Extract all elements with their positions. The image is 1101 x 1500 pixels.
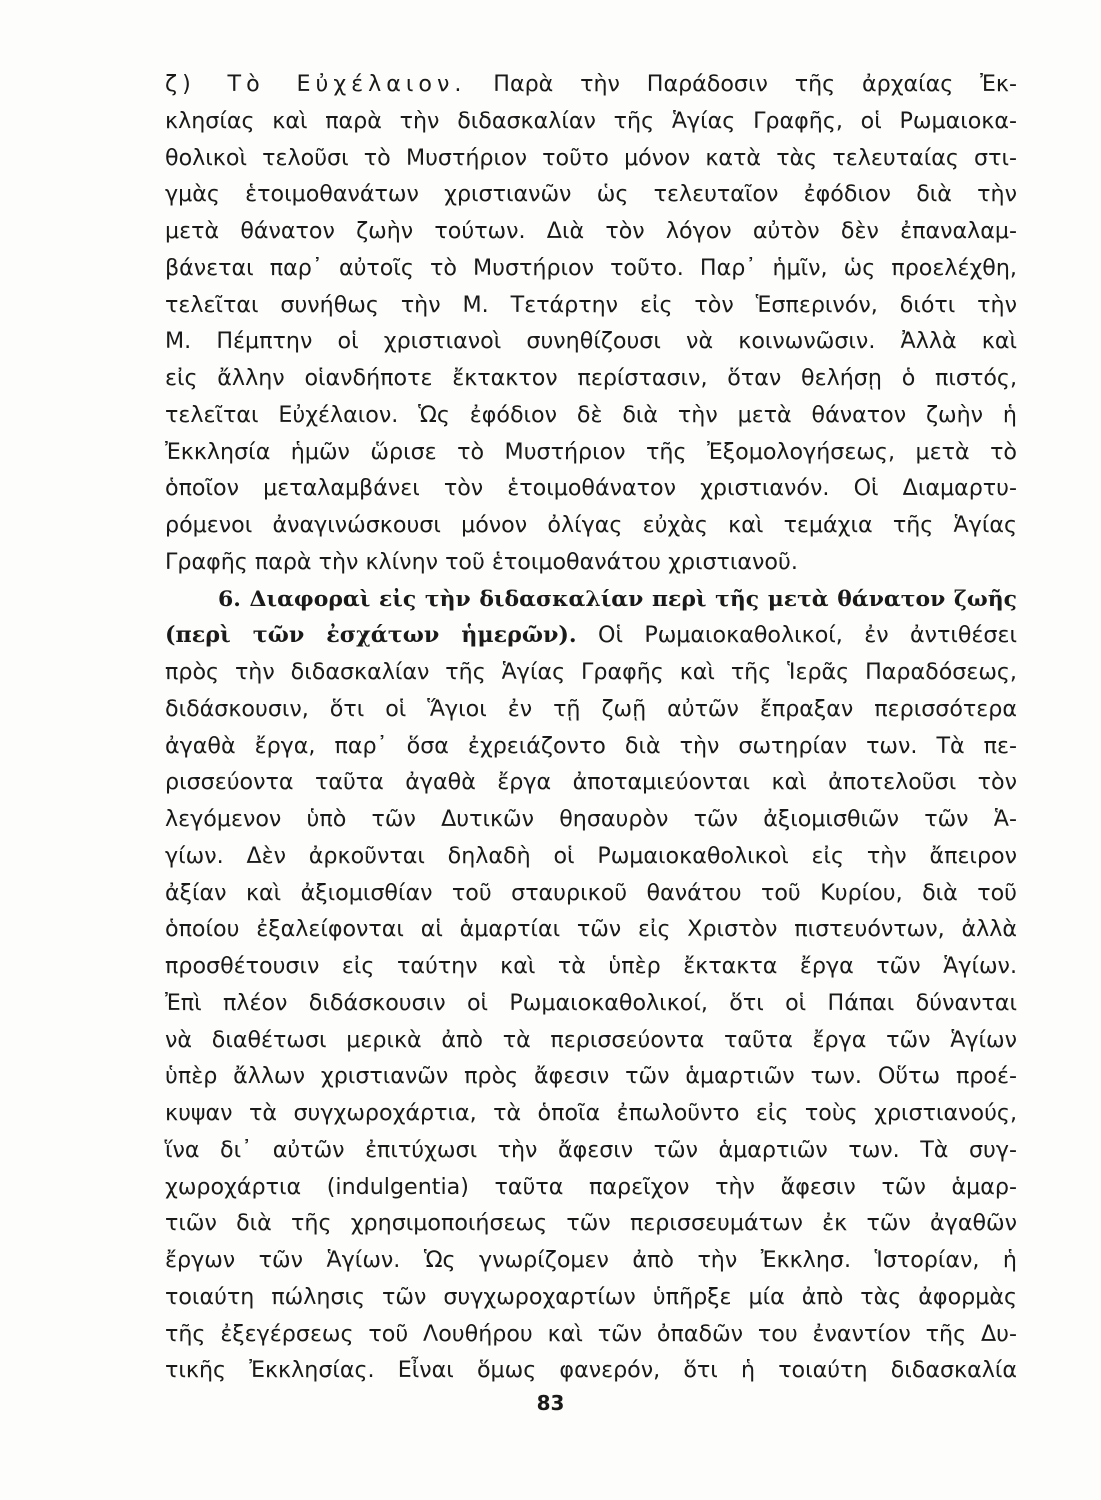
- text-line: τῆς ἐξεγέρσεως τοῦ Λουθήρου καὶ τῶν ὀπαδῶν του ἐναντίον τῆς Δυ-: [165, 1320, 1017, 1347]
- text-line: ὁποίου ἐξαλείφονται αἱ ἁμαρτίαι τῶν εἰς Χριστὸν πιστευόντων, ἀλλὰ: [165, 916, 1017, 943]
- text-line: ἵνα δι᾽ αὐτῶν ἐπιτύχωσι τὴν ἄφεσιν τῶν ἁμαρτιῶν των. Τὰ συγ-: [165, 1136, 1017, 1163]
- text-line: κυψαν τὰ συγχωροχάρτια, τὰ ὁποῖα ἐπωλοῦντο εἰς τοὺς χριστιανούς,: [165, 1100, 1017, 1126]
- text-line: νὰ διαθέτωσι μερικὰ ἀπὸ τὰ περισσεύοντα ταῦτα ἔργα τῶν Ἁγίων: [165, 1026, 1017, 1053]
- text-line: Μ. Πέμπτην οἱ χριστιανοὶ συνηθίζουσι νὰ κοινωνῶσιν. Ἀλλὰ καὶ: [165, 328, 1017, 355]
- subsection-label: ζ) Τὸ Εὐχέλαιον.: [165, 71, 467, 97]
- text-line: ὁποῖον μεταλαμβάνει τὸν ἑτοιμοθάνατον χριστιανόν. Οἱ Διαμαρτυ-: [165, 475, 1017, 502]
- text-line: ρισσεύοντα ταῦτα ἀγαθὰ ἔργα ἀποταμιεύονται καὶ ἀποτελοῦσι τὸν: [165, 769, 1017, 796]
- text-line: Γραφῆς παρὰ τὴν κλίνην τοῦ ἑτοιμοθανάτου χριστιανοῦ.: [165, 548, 798, 575]
- text-line: προσθέτουσιν εἰς ταύτην καὶ τὰ ὑπὲρ ἔκτακτα ἔργα τῶν Ἁγίων.: [165, 953, 1017, 979]
- page-number: 83: [536, 1391, 565, 1415]
- text-line: χωροχάρτια (indulgentia) ταῦτα παρεῖχον τὴν ἄφεσιν τῶν ἁμαρ-: [165, 1173, 1017, 1200]
- text-line: Ἐκκλησία ἡμῶν ὥρισε τὸ Μυστήριον τῆς Ἐξομολογήσεως, μετὰ τὸ: [165, 438, 1017, 465]
- section-heading-continued: (περὶ τῶν ἐσχάτων ἡμερῶν).: [165, 622, 577, 649]
- text-line: [165, 617, 1017, 654]
- text-line: ἀξίαν καὶ ἀξιομισθίαν τοῦ σταυρικοῦ θανάτου τοῦ Κυρίου, διὰ τοῦ: [165, 879, 1017, 906]
- text-line: μετὰ θάνατον ζωὴν τούτων. Διὰ τὸν λόγον αὐτὸν δὲν ἐπαναλαμ-: [165, 218, 1017, 244]
- page-text: [165, 66, 1017, 1389]
- text-line: διδάσκουσιν, ὅτι οἱ Ἅγιοι ἐν τῇ ζωῇ αὐτῶν ἔπραξαν περισσότερα: [165, 695, 1017, 722]
- text-line: θολικοὶ τελοῦσι τὸ Μυστήριον τοῦτο μόνον κατὰ τὰς τελευταίας στι-: [165, 144, 1017, 171]
- text-line: πρὸς τὴν διδασκαλίαν τῆς Ἁγίας Γραφῆς καὶ τῆς Ἱερᾶς Παραδόσεως,: [165, 659, 1017, 685]
- text-line: τικῆς Ἐκκλησίας. Εἶναι ὅμως φανερόν, ὅτι ἡ τοιαύτη διδασκαλία: [165, 1357, 1017, 1384]
- text-line: κλησίας καὶ παρὰ τὴν διδασκαλίαν τῆς Ἁγίας Γραφῆς, οἱ Ρωμαιοκα-: [165, 107, 1017, 134]
- section-heading: 6. Διαφοραὶ εἰς τὴν διδασκαλίαν περὶ τῆς μετὰ θάνατον ζωῆς: [218, 585, 1017, 612]
- text-line: ὑπὲρ ἄλλων χριστιανῶν πρὸς ἄφεσιν τῶν ἁμαρτιῶν των. Οὕτω προέ-: [165, 1063, 1017, 1090]
- text-line: εἰς ἄλλην οἱανδήποτε ἔκτακτον περίστασιν, ὅταν θελήσῃ ὁ πιστός,: [165, 365, 1017, 391]
- text-line: τοιαύτη πώλησις τῶν συγχωροχαρτίων ὑπῆρξε μία ἀπὸ τὰς ἀφορμὰς: [165, 1283, 1017, 1310]
- text-line: ἀγαθὰ ἔργα, παρ᾽ ὅσα ἐχρειάζοντο διὰ τὴν σωτηρίαν των. Τὰ πε-: [165, 732, 1017, 759]
- text-line: βάνεται παρ᾽ αὐτοῖς τὸ Μυστήριον τοῦτο. Παρ᾽ ἡμῖν, ὡς προελέχθη,: [165, 254, 1017, 281]
- text-line: [165, 66, 1017, 103]
- text-line: Ἐπὶ πλέον διδάσκουσιν οἱ Ρωμαιοκαθολικοί, ὅτι οἱ Πάπαι δύνανται: [165, 989, 1017, 1016]
- text-line: τελεῖται Εὐχέλαιον. Ὡς ἐφόδιον δὲ διὰ τὴν μετὰ θάνατον ζωὴν ἡ: [165, 401, 1017, 428]
- text-line: ἔργων τῶν Ἁγίων. Ὡς γνωρίζομεν ἀπὸ τὴν Ἐκκλησ. Ἱστορίαν, ἡ: [165, 1247, 1017, 1273]
- text-line: γμὰς ἑτοιμοθανάτων χριστιανῶν ὡς τελευταῖον ἐφόδιον διὰ τὴν: [165, 181, 1017, 208]
- text-line: γίων. Δὲν ἀρκοῦνται δηλαδὴ οἱ Ρωμαιοκαθολικοὶ εἰς τὴν ἄπειρον: [165, 842, 1017, 869]
- text-line: τιῶν διὰ τῆς χρησιμοποιήσεως τῶν περισσευμάτων ἐκ τῶν ἀγαθῶν: [165, 1210, 1017, 1237]
- line-text: Οἱ Ρωμαιοκαθολικοί, ἐν ἀντιθέσει: [598, 622, 1017, 649]
- line-text: Παρὰ τὴν Παράδοσιν τῆς ἀρχαίας Ἐκ-: [493, 71, 1017, 97]
- text-line: ρόμενοι ἀναγινώσκουσι μόνον ὀλίγας εὐχὰς καὶ τεμάχια τῆς Ἁγίας: [165, 512, 1017, 538]
- text-line: τελεῖται συνήθως τὴν Μ. Τετάρτην εἰς τὸν Ἑσπερινόν, διότι τὴν: [165, 291, 1017, 318]
- text-line: λεγόμενον ὑπὸ τῶν Δυτικῶν θησαυρὸν τῶν ἀξιομισθιῶν τῶν Ἁ-: [165, 806, 1017, 832]
